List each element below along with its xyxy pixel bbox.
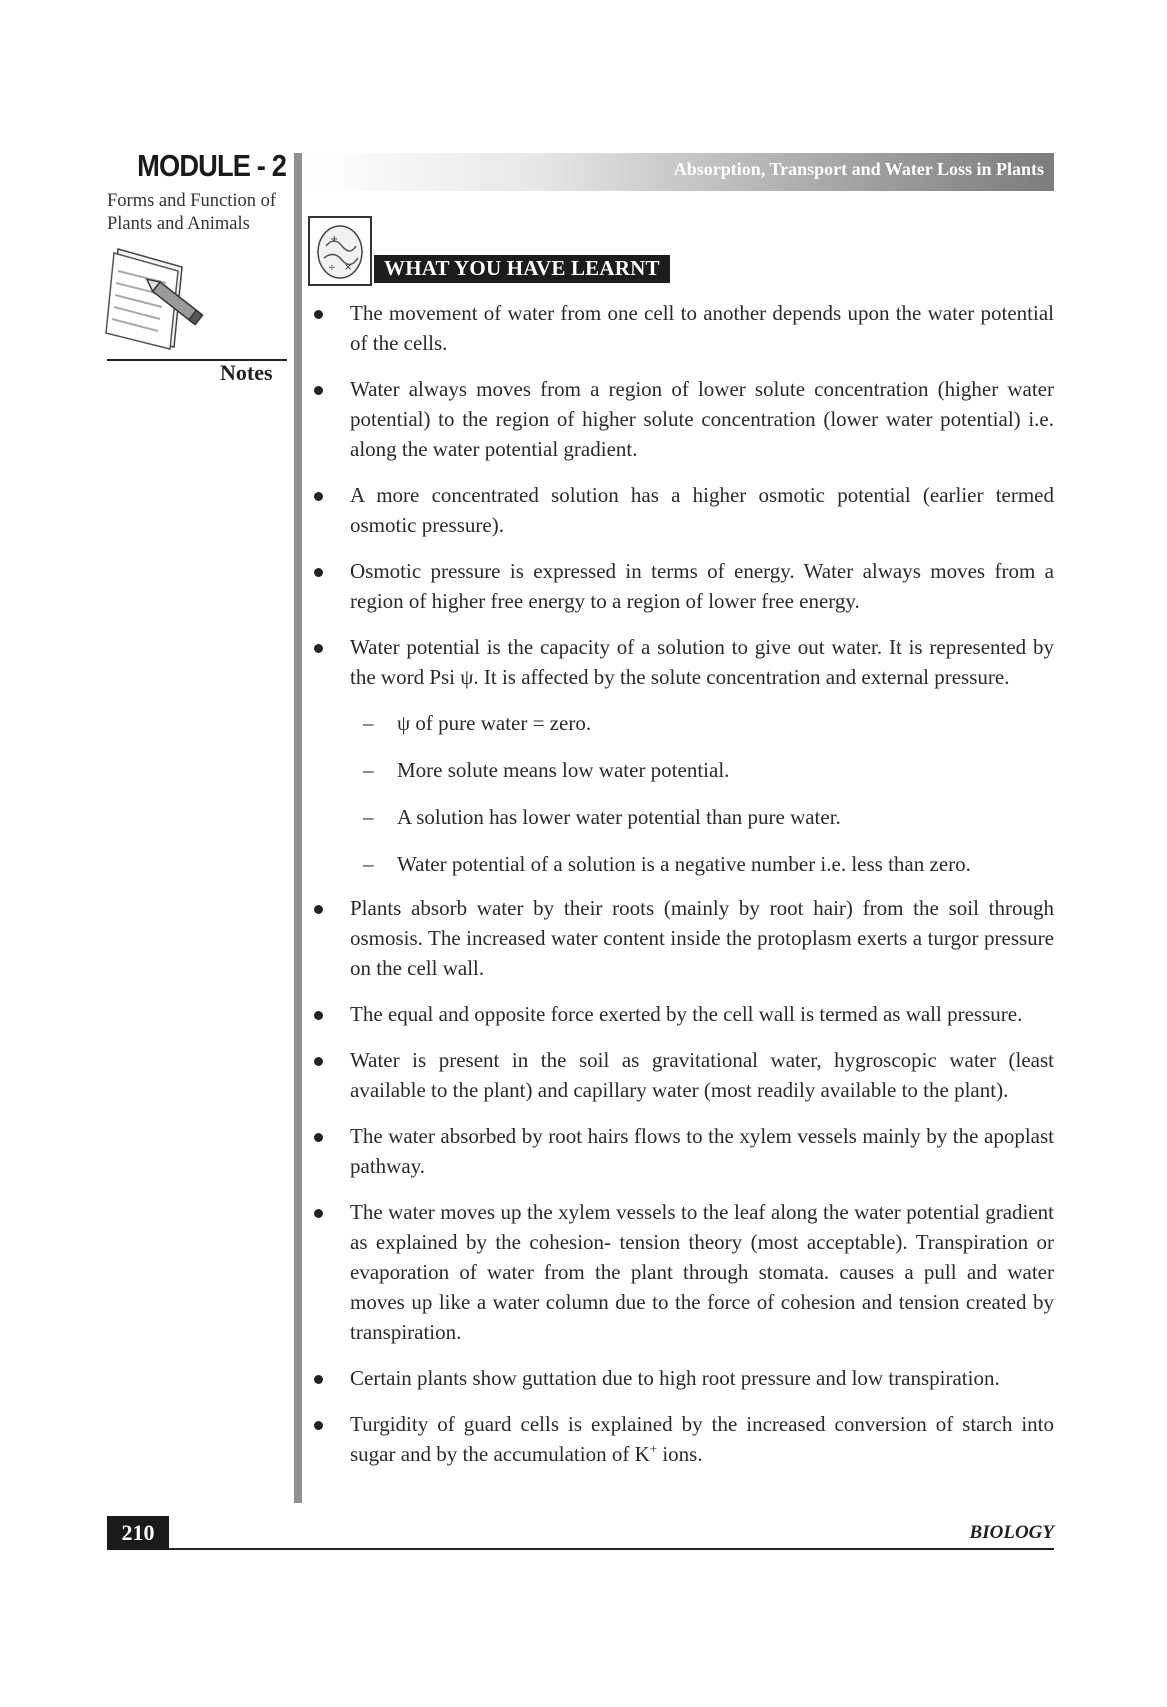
list-item: The water moves up the xylem vessels to the leaf along the water potential gradient as explained by the cohesion- tension theory (most acceptable). Transpiration or evaporation of water from the plant through stomata. causes a pull and water moves up like a water column due to the force of cohesion and tension created by transpiration. xyxy=(306,1197,1054,1347)
bullet-icon xyxy=(314,905,323,914)
svg-text:÷: ÷ xyxy=(328,263,336,273)
list-item: Water potential is the capacity of a solution to give out water. It is represented by the word Psi ψ. It is affected by the solute concentration and external pressure. xyxy=(306,632,1054,692)
list-item: The equal and opposite force exerted by the cell wall is termed as wall pressure. xyxy=(306,999,1054,1029)
bullet-icon xyxy=(314,310,323,319)
dash-icon: – xyxy=(363,711,374,735)
module-title: MODULE - 2 xyxy=(137,148,286,183)
list-item: Certain plants show guttation due to high root pressure and low transpiration. xyxy=(306,1363,1054,1393)
bullet-icon xyxy=(314,1421,323,1430)
margin-rule xyxy=(294,153,302,1503)
bullet-icon xyxy=(314,1011,323,1020)
sub-list-item: – Water potential of a solution is a negative number i.e. less than zero. xyxy=(306,849,1054,879)
dash-icon: – xyxy=(363,758,374,782)
sub-list-item: – More solute means low water potential. xyxy=(306,755,1054,785)
bullet-icon xyxy=(314,644,323,653)
page-number: 210 xyxy=(107,1516,169,1550)
sub-list-item: – ψ of pure water = zero. xyxy=(306,708,1054,738)
chapter-banner xyxy=(306,153,1054,191)
svg-text:+: + xyxy=(330,234,339,245)
list-item: Water always moves from a region of lower solute concentration (higher water potential) to the region of higher solute concentration (lower water potential) i.e. along the water potential gradient. xyxy=(306,374,1054,464)
sub-list-item: – A solution has lower water potential than pure water. xyxy=(306,802,1054,832)
learnt-list xyxy=(306,298,1054,1485)
bullet-icon xyxy=(314,1375,323,1384)
list-item: Plants absorb water by their roots (mainly by root hair) from the soil through osmosis. The increased water content inside the protoplasm exerts a turgor pressure on the cell wall. xyxy=(306,893,1054,983)
list-item: Water is present in the soil as gravitational water, hygroscopic water (least available to the plant) and capillary water (most readily available to the plant). xyxy=(306,1045,1054,1105)
section-heading: WHAT YOU HAVE LEARNT xyxy=(374,255,670,283)
bullet-icon xyxy=(314,568,323,577)
bullet-icon xyxy=(314,1057,323,1066)
list-item: Turgidity of guard cells is explained by the increased conversion of starch into sugar and by the accumulation of K+ ions. xyxy=(306,1409,1054,1469)
list-item: The movement of water from one cell to another depends upon the water potential of the cells. xyxy=(306,298,1054,358)
module-subtitle: Forms and Function of Plants and Animals xyxy=(107,191,277,234)
svg-text:×: × xyxy=(344,262,353,273)
bullet-icon xyxy=(314,1209,323,1218)
footer-rule xyxy=(169,1548,1054,1550)
bullet-icon xyxy=(314,386,323,395)
dash-icon: – xyxy=(363,805,374,829)
dash-icon: – xyxy=(363,852,374,876)
list-item: A more concentrated solution has a higher osmotic potential (earlier termed osmotic pressure). xyxy=(306,480,1054,540)
footer-subject: BIOLOGY xyxy=(969,1522,1054,1543)
list-item: The water absorbed by root hairs flows to the xylem vessels mainly by the apoplast pathway. xyxy=(306,1121,1054,1181)
brain-idea-icon xyxy=(308,216,372,286)
notepad-pencil-icon xyxy=(104,243,214,353)
bullet-icon xyxy=(314,1133,323,1142)
bullet-icon xyxy=(314,492,323,501)
notes-label: Notes xyxy=(220,360,273,385)
chapter-title: Absorption, Transport and Water Loss in Plants xyxy=(673,159,1044,179)
list-item: Osmotic pressure is expressed in terms of energy. Water always moves from a region of higher free energy to a region of lower free energy. xyxy=(306,556,1054,616)
